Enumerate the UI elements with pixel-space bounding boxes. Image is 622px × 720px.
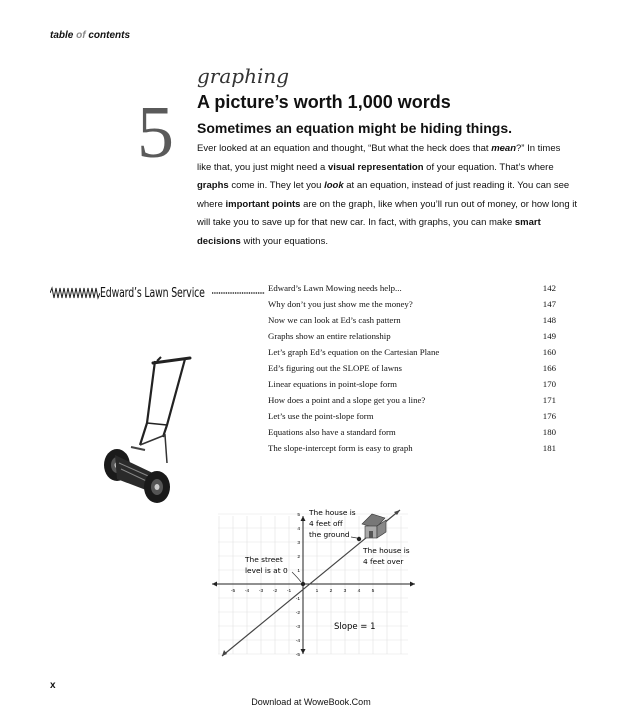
toc-title: Let’s graph Ed’s equation on the Cartesian Plane <box>268 347 440 357</box>
y-tick-label: 1 <box>297 568 300 574</box>
toc-row[interactable] <box>268 392 556 408</box>
toc-page: 166 <box>542 363 556 373</box>
download-credit: Download at WoweBook.Com <box>251 697 371 707</box>
toc-title: Graphs show an entire relationship <box>268 331 391 341</box>
intro-segment: graphs <box>197 180 229 191</box>
chapter-number: 5 <box>137 92 174 174</box>
note-street-2: level is at 0 <box>245 566 288 575</box>
toc-page: 171 <box>542 395 556 405</box>
running-header <box>50 30 130 41</box>
intro-segment: visual representation <box>327 161 424 173</box>
toc-row[interactable] <box>268 440 556 456</box>
toc-page: 181 <box>542 443 556 453</box>
section-label-text: Edward’s Lawn Service <box>100 285 205 301</box>
toc-row[interactable] <box>268 312 556 328</box>
toc-title: Now we can look at Ed’s cash pattern <box>268 315 401 325</box>
intro-segment: look <box>324 180 344 191</box>
intro-segment: mean <box>491 143 517 154</box>
toc-title: The slope-intercept form is easy to graph <box>268 443 413 453</box>
intro-segment: at an equation, instead of just reading it. You can see where <box>197 180 570 210</box>
toc-title: Ed’s figuring out the SLOPE of lawns <box>268 363 402 373</box>
toc-row[interactable] <box>268 296 556 312</box>
toc-page: 160 <box>542 347 556 357</box>
intro-segment: with your equations. <box>240 235 328 247</box>
origin-point <box>301 582 305 586</box>
toc-row[interactable] <box>268 344 556 360</box>
x-tick-label: -1 <box>286 589 292 594</box>
lawn-mower-illustration <box>95 355 205 507</box>
toc-title: Let’s use the point-slope form <box>268 411 374 421</box>
toc-row[interactable] <box>268 328 556 344</box>
toc-row[interactable] <box>268 376 556 392</box>
y-tick-label: 5 <box>297 512 300 518</box>
y-tick-label: 3 <box>297 540 300 546</box>
note-house-up-2: 4 feet off <box>309 519 343 528</box>
y-tick-label: 2 <box>297 554 300 560</box>
toc-title: How does a point and a slope get you a line? <box>268 395 426 405</box>
note-street-1: The street <box>245 555 283 564</box>
y-tick-label: 4 <box>297 526 300 532</box>
chapter-kicker: graphing <box>197 64 290 88</box>
toc-page: 180 <box>542 427 556 437</box>
section-label <box>50 282 265 304</box>
intro-segment: Ever looked at an equation and thought, “But what the heck does that <box>197 143 492 154</box>
note-house-over-1: The house is <box>363 546 410 555</box>
toc-row[interactable] <box>268 408 556 424</box>
x-tick-label: -4 <box>244 589 250 594</box>
note-slope: Slope = 1 <box>334 622 376 632</box>
x-tick-label: 3 <box>343 589 347 594</box>
toc-row[interactable] <box>268 280 556 296</box>
header-contents: contents <box>88 30 131 41</box>
slope-graph <box>210 498 425 658</box>
house-point <box>357 537 361 541</box>
header-table: table <box>50 30 74 41</box>
toc-title: Edward’s Lawn Mowing needs help... <box>268 283 402 293</box>
intro-segment: ?” In times like that, you just might need a <box>197 143 561 173</box>
x-tick-label: -2 <box>272 589 278 594</box>
squiggle-decoration <box>50 286 100 300</box>
toc-row[interactable] <box>268 360 556 376</box>
intro-segment: smart decisions <box>197 217 541 247</box>
x-tick-label: 1 <box>315 589 319 594</box>
intro-segment: come in. They let you <box>228 180 325 191</box>
intro-segment: of your equation. That’s where <box>423 161 554 173</box>
x-tick-label: 4 <box>357 589 361 594</box>
note-house-over-2: 4 feet over <box>363 557 404 566</box>
toc-page: 147 <box>542 299 556 309</box>
chapter-title: A picture’s worth 1,000 words <box>197 92 451 112</box>
toc-title: Linear equations in point-slope form <box>268 379 397 389</box>
y-tick-label: -2 <box>295 610 300 616</box>
toc-title: Why don’t you just show me the money? <box>268 299 413 309</box>
toc-list <box>268 280 556 456</box>
x-tick-label: -5 <box>230 589 236 594</box>
y-tick-label: -3 <box>295 624 300 630</box>
x-tick-label: 2 <box>329 589 333 594</box>
note-house-up-3: the ground <box>309 530 350 539</box>
header-of: of <box>76 30 86 41</box>
toc-page: 170 <box>542 379 556 389</box>
toc-title: Equations also have a standard form <box>268 427 396 437</box>
toc-page: 142 <box>542 283 556 293</box>
y-tick-label: -1 <box>295 596 300 602</box>
x-tick-label: 5 <box>371 589 375 594</box>
toc-page: 176 <box>542 411 556 421</box>
toc-page: 149 <box>542 331 556 341</box>
intro-segment: important points <box>225 198 301 210</box>
dotted-rule <box>212 290 265 296</box>
page-marker: x <box>50 680 56 691</box>
chapter-intro <box>197 140 577 251</box>
toc-row[interactable] <box>268 424 556 440</box>
chapter-subtitle: Sometimes an equation might be hiding things. <box>197 120 513 136</box>
x-tick-label: -3 <box>258 589 264 594</box>
intro-segment: are on the graph, like when you’ll run out of money, or how long it will take you to save up for that new car. In fact, with graphs, you can make <box>197 198 578 228</box>
note-house-up-1: The house is <box>309 508 356 517</box>
y-tick-label: -5 <box>295 652 300 658</box>
y-tick-label: -4 <box>295 638 300 644</box>
toc-page: 148 <box>542 315 556 325</box>
